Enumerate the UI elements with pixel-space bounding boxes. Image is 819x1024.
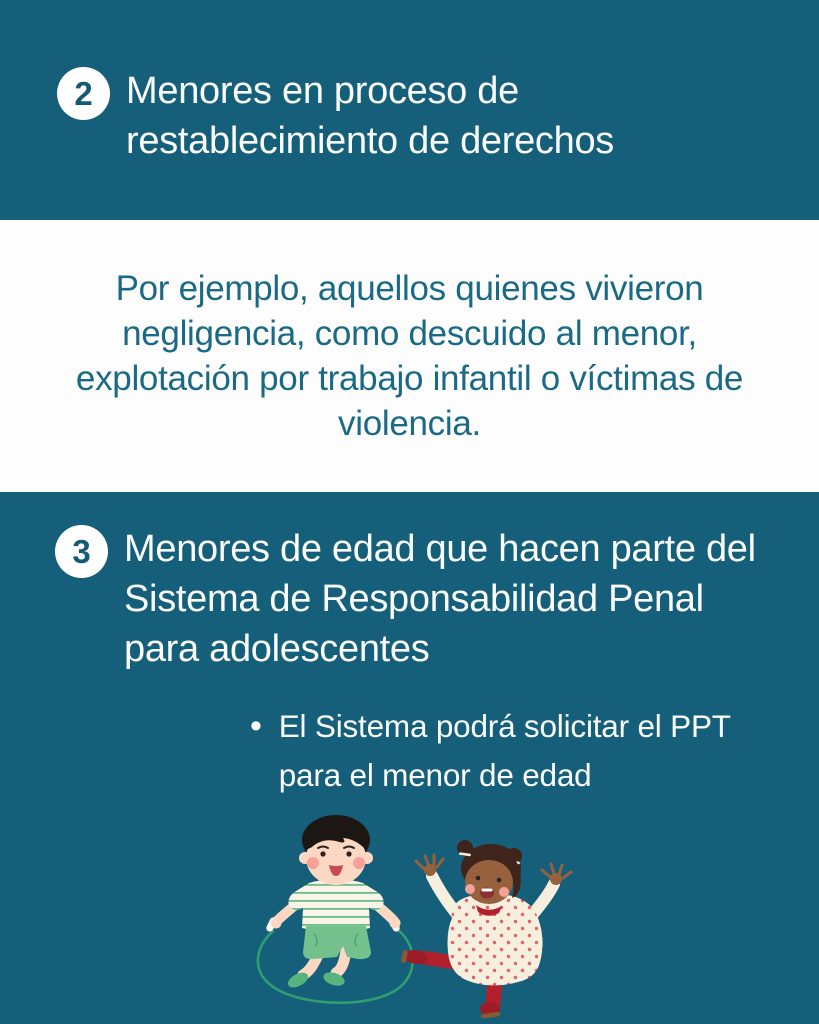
girl-right-hand	[542, 864, 571, 885]
bullet-text: • El Sistema podrá solicitar el PPT para el menor de edad	[278, 708, 731, 793]
section-3-heading-row	[55, 524, 769, 674]
boy-head	[299, 815, 373, 885]
section-3-number: 3	[72, 532, 91, 570]
section-2-heading-row	[57, 66, 771, 166]
section-2-heading: Menores en proceso de restablecimiento de derechos	[126, 70, 614, 162]
girl-left-hand	[416, 855, 443, 876]
boy-jumping-rope-figure	[258, 815, 413, 1003]
example-panel	[0, 220, 819, 492]
section-3-heading: Menores de edad que hacen parte del Sistema de Responsabilidad Penal para adolescentes	[124, 528, 756, 670]
section-2-number: 2	[74, 74, 93, 112]
section-3-number-badge	[55, 525, 108, 578]
example-text: Por ejemplo, aquellos quienes vivieron negligencia, como descuido al menor, explotación por trabajo infantil o víctimas de violencia.	[75, 269, 744, 443]
bullet-item	[250, 702, 749, 800]
bullet-list	[250, 702, 749, 800]
girl-dancing-figure	[401, 840, 571, 1019]
children-playing-illustration	[246, 806, 586, 1022]
section-2-number-badge	[57, 67, 110, 120]
